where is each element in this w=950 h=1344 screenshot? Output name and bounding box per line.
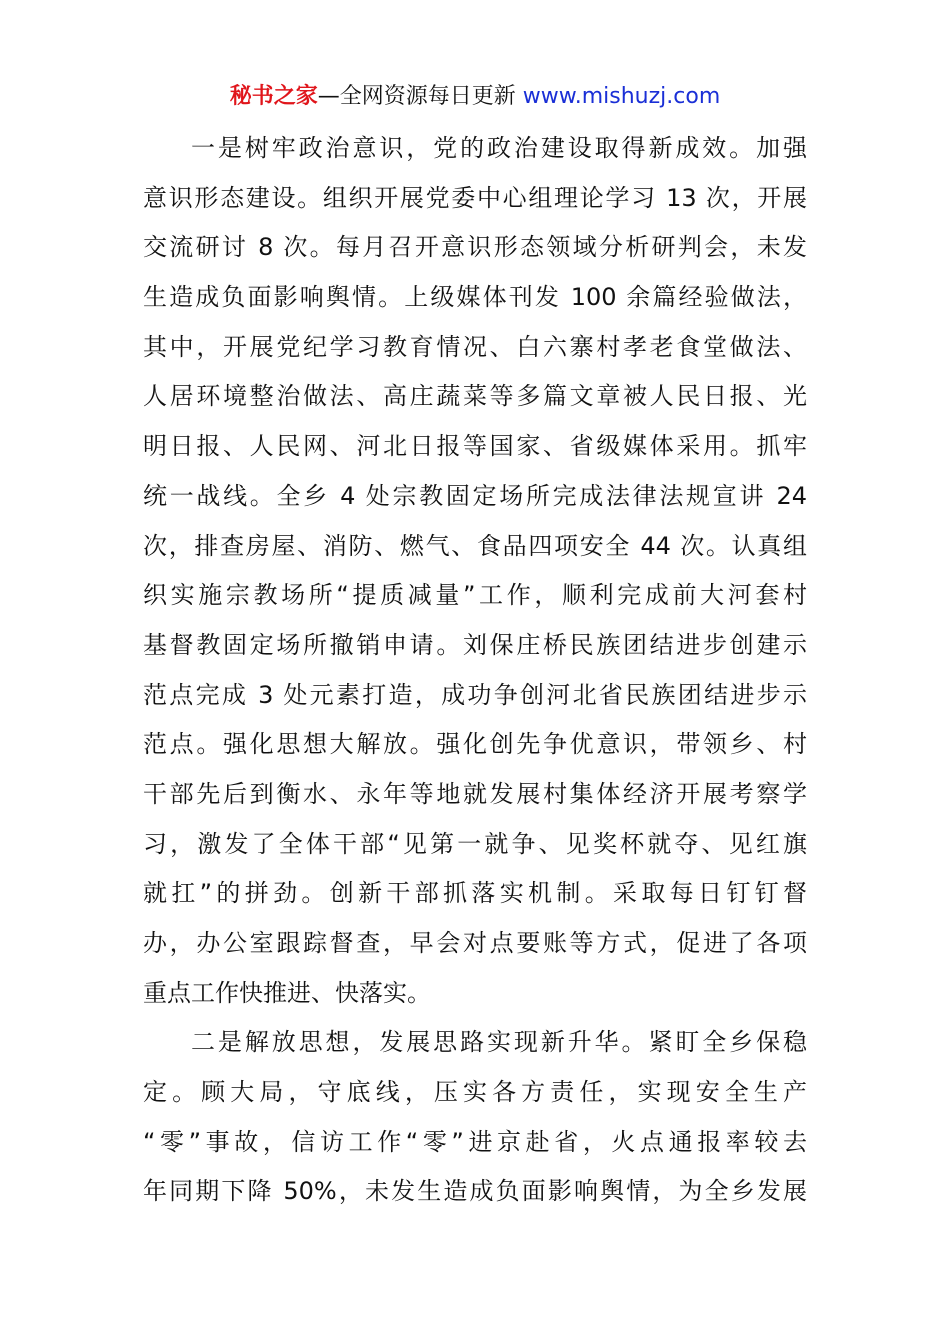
brand-name: 秘书之家 [229, 84, 318, 109]
document-body [143, 124, 807, 1217]
text-line: 其中，开展党纪学习教育情况、白六寨村孝老食堂做法、 [143, 332, 807, 361]
text-line: 明日报、人民网、河北日报等国家、省级媒体采用。抓牢 [143, 432, 807, 461]
text-line: 生造成负面影响舆情。上级媒体刊发 100 余篇经验做法， [143, 283, 807, 312]
text-line: “零”事故，信访工作“零”进京赴省，火点通报率较去 [143, 1127, 807, 1156]
text-line: 定。顾大局，守底线，压实各方责任，实现安全生产 [143, 1078, 807, 1107]
text-line: 交流研讨 8 次。每月召开意识形态领域分析研判会，未发 [143, 233, 807, 262]
text-line: 织实施宗教场所“提质减量”工作，顺利完成前大河套村 [143, 581, 807, 610]
text-line: 人居环境整治做法、高庄蔬菜等多篇文章被人民日报、光 [143, 382, 807, 411]
site-url-link[interactable]: www.mishuzj.com [522, 84, 721, 109]
text-line: 年同期下降 50%，未发生造成负面影响舆情，为全乡发展 [143, 1177, 807, 1206]
paragraph-2 [143, 1018, 807, 1217]
text-line: 范点完成 3 处元素打造，成功争创河北省民族团结进步示 [143, 680, 807, 709]
text-line: 重点工作快推进、快落实。 [143, 978, 431, 1007]
text-line: 次，排查房屋、消防、燃气、食品四项安全 44 次。认真组 [143, 531, 807, 560]
text-line: 就扛”的拼劲。创新干部抓落实机制。采取每日钉钉督 [143, 879, 807, 908]
text-line: 二是解放思想，发展思路实现新升华。紧盯全乡保稳 [191, 1028, 807, 1057]
text-line: 一是树牢政治意识，党的政治建设取得新成效。加强 [191, 134, 807, 162]
paragraph-1 [143, 124, 807, 1018]
header-tagline: —全网资源每日更新 [317, 84, 516, 109]
text-line: 统一战线。全乡 4 处宗教固定场所完成法律法规宣讲 24 [143, 481, 807, 510]
text-line: 习，激发了全体干部“见第一就争、见奖杯就夺、见红旗 [143, 829, 807, 858]
page-header [0, 82, 950, 112]
text-line: 基督教固定场所撤销申请。刘保庄桥民族团结进步创建示 [143, 630, 807, 659]
text-line: 范点。强化思想大解放。强化创先争优意识，带领乡、村 [143, 730, 807, 759]
text-line: 意识形态建设。组织开展党委中心组理论学习 13 次，开展 [143, 183, 807, 212]
text-line: 干部先后到衡水、永年等地就发展村集体经济开展考察学 [143, 779, 807, 808]
text-line: 办，办公室跟踪督查，早会对点要账等方式，促进了各项 [143, 929, 807, 957]
